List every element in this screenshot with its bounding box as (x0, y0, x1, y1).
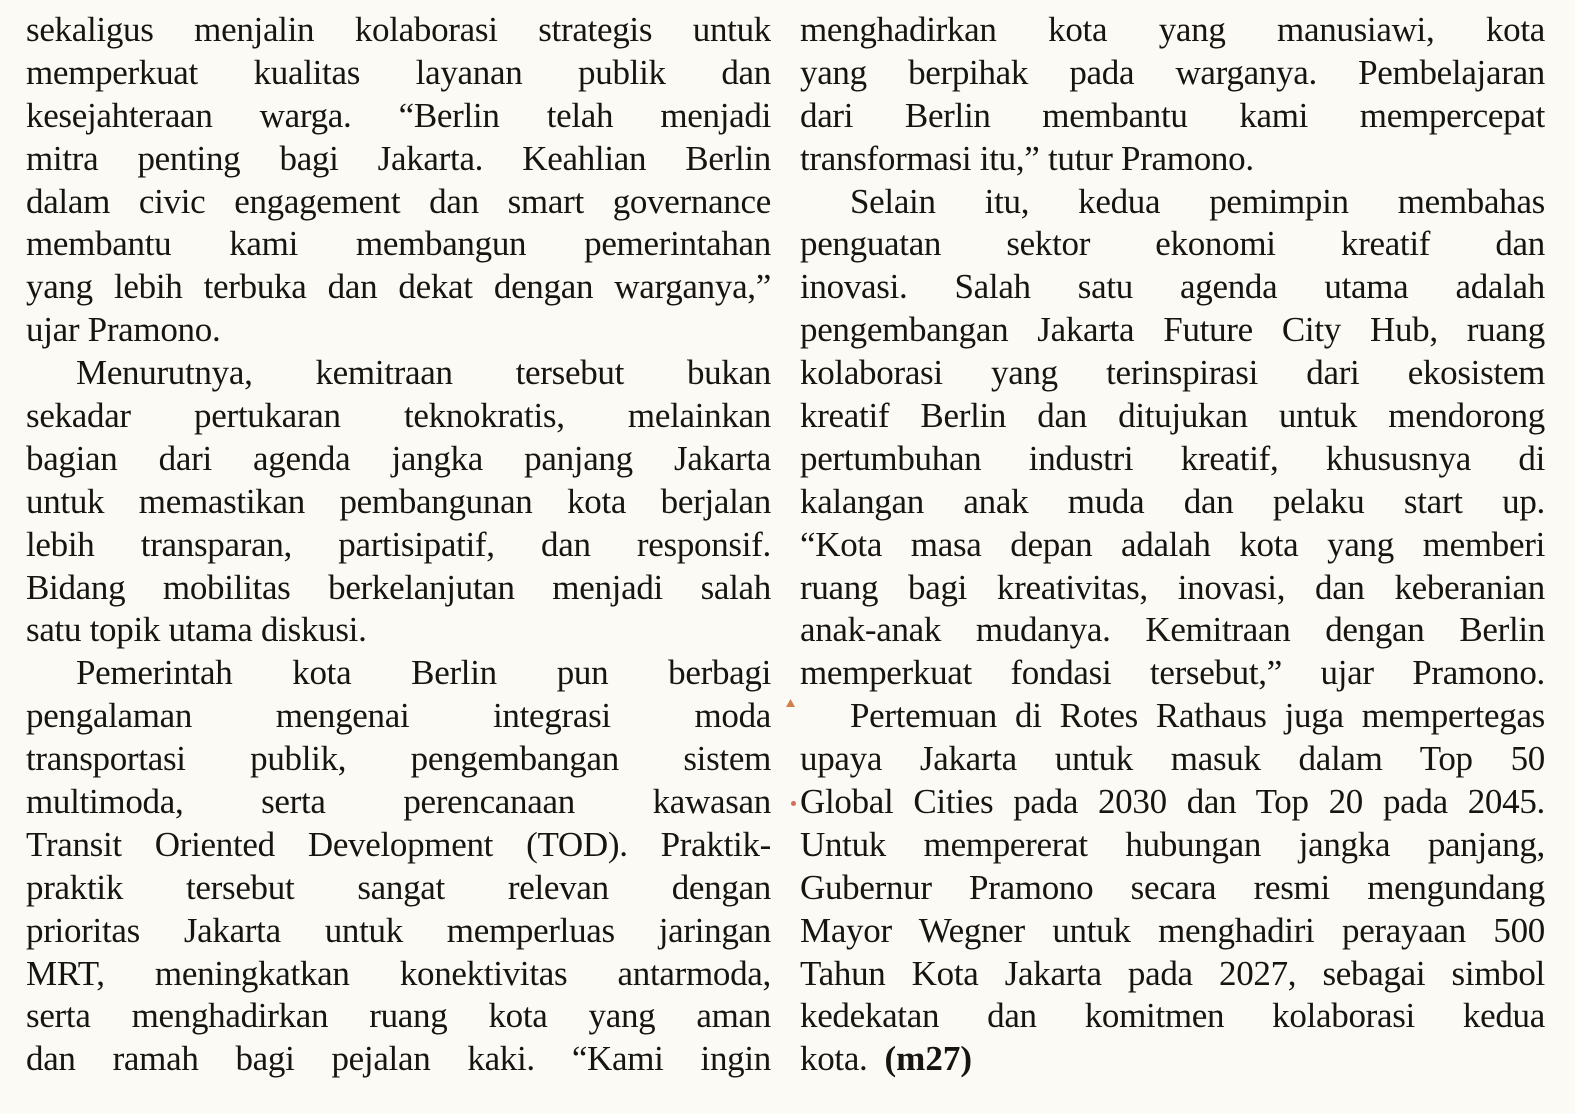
text-line (26, 223, 771, 266)
text-line-content: anak-anak mudanya. Kemitraan dengan Berlin (800, 610, 1545, 650)
text-line-content: multimoda, serta perencanaan kawasan (26, 782, 771, 822)
text-line (800, 438, 1545, 481)
text-line (26, 738, 771, 781)
text-line (26, 695, 771, 738)
scan-speck-icon (786, 699, 795, 707)
text-line-content: Transit Oriented Development (TOD). Praktik- (26, 824, 771, 864)
text-line (26, 995, 771, 1038)
text-line-content: kesejahteraan warga. “Berlin telah menjadi (26, 95, 771, 135)
text-line-content: Bidang mobilitas berkelanjutan menjadi salah (26, 567, 771, 607)
text-line (800, 138, 1545, 181)
text-line-content: sekadar pertukaran teknokratis, melainkan (26, 396, 771, 436)
text-line (26, 652, 771, 695)
text-line-content: kedekatan dan komitmen kolaborasi kedua (800, 996, 1545, 1036)
text-line-content: memperkuat kualitas layanan publik dan (26, 52, 771, 92)
text-line-content: Menurutnya, kemitraan tersebut bukan (76, 353, 771, 393)
text-line-content: praktik tersebut sangat relevan dengan (26, 867, 771, 907)
text-line-content: menghadirkan kota yang manusiawi, kota (800, 10, 1545, 49)
text-line-content: ruang bagi kreativitas, inovasi, dan keberanian (800, 567, 1545, 607)
text-line (26, 481, 771, 524)
text-line-content: prioritas Jakarta untuk memperluas jaringan (26, 910, 771, 950)
text-line-content: satu topik utama diskusi. (26, 610, 367, 650)
text-line-content: upaya Jakarta untuk masuk dalam Top 50 (800, 739, 1545, 779)
text-line-content: yang lebih terbuka dan dekat dengan warganya,” (26, 267, 771, 307)
text-line (800, 695, 1545, 738)
text-line (800, 995, 1545, 1038)
text-line (26, 138, 771, 181)
text-line (800, 910, 1545, 953)
text-line (26, 1038, 771, 1081)
text-line (800, 953, 1545, 996)
text-line-content: kalangan anak muda dan pelaku start up. (800, 481, 1545, 521)
text-line (800, 266, 1545, 309)
text-line-content: membantu kami membangun pemerintahan (26, 224, 771, 264)
article-column-right (800, 9, 1545, 1114)
text-line-content: transportasi publik, pengembangan sistem (26, 739, 771, 779)
text-line-content: sekaligus menjalin kolaborasi strategis untuk (26, 10, 771, 49)
text-line-content: kreatif Berlin dan ditujukan untuk mendorong (800, 396, 1545, 436)
text-line (26, 524, 771, 567)
text-line-content: kota. (800, 1039, 868, 1079)
text-line (26, 95, 771, 138)
text-line (800, 52, 1545, 95)
text-line-content: Gubernur Pramono secara resmi mengundang (800, 867, 1545, 907)
text-line (26, 567, 771, 610)
text-line (26, 309, 771, 352)
text-line (800, 1038, 1545, 1081)
text-line (26, 9, 771, 52)
text-line-content: untuk memastikan pembangunan kota berjalan (26, 481, 771, 521)
author-code: (m27) (884, 1039, 972, 1079)
text-line (26, 52, 771, 95)
text-line-content: Selain itu, kedua pemimpin membahas (850, 181, 1545, 221)
text-line-content: “Kota masa depan adalah kota yang memberi (800, 524, 1545, 564)
text-line-content: bagian dari agenda jangka panjang Jakarta (26, 438, 771, 478)
text-line (26, 953, 771, 996)
text-line (800, 652, 1545, 695)
text-line-content: pengalaman mengenai integrasi moda (26, 696, 771, 736)
text-line (26, 824, 771, 867)
text-line-content: dalam civic engagement dan smart governance (26, 181, 771, 221)
scan-speck-icon (791, 801, 796, 806)
text-line-content: inovasi. Salah satu agenda utama adalah (800, 267, 1545, 307)
text-line (800, 223, 1545, 266)
article-column-left (26, 9, 771, 1114)
text-line (800, 352, 1545, 395)
text-line-content: pengembangan Jakarta Future City Hub, ruang (800, 310, 1545, 350)
text-line-content: kolaborasi yang terinspirasi dari ekosistem (800, 353, 1545, 393)
text-line-content: yang berpihak pada warganya. Pembelajaran (800, 52, 1545, 92)
text-line-content: MRT, meningkatkan konektivitas antarmoda, (26, 953, 771, 993)
text-line (800, 738, 1545, 781)
text-line (800, 309, 1545, 352)
text-line (26, 181, 771, 224)
text-line (26, 609, 771, 652)
text-line (26, 352, 771, 395)
text-line (800, 781, 1545, 824)
text-line-content: Pertemuan di Rotes Rathaus juga mempertegas (850, 696, 1545, 736)
text-line-content: penguatan sektor ekonomi kreatif dan (800, 224, 1545, 264)
text-line-content: dan ramah bagi pejalan kaki. “Kami ingin (26, 1039, 771, 1079)
text-line-content: mitra penting bagi Jakarta. Keahlian Berlin (26, 138, 771, 178)
text-line-content: dari Berlin membantu kami mempercepat (800, 95, 1545, 135)
text-line (800, 181, 1545, 224)
text-line-content: Pemerintah kota Berlin pun berbagi (76, 653, 771, 693)
text-line-content: Mayor Wegner untuk menghadiri perayaan 500 (800, 910, 1545, 950)
text-line-content: pertumbuhan industri kreatif, khususnya di (800, 438, 1545, 478)
text-line (800, 609, 1545, 652)
text-line (26, 781, 771, 824)
text-line (26, 867, 771, 910)
text-line-content: transformasi itu,” tutur Pramono. (800, 138, 1254, 178)
text-line-content: ujar Pramono. (26, 310, 221, 350)
text-line-content: Tahun Kota Jakarta pada 2027, sebagai simbol (800, 953, 1545, 993)
text-line (26, 910, 771, 953)
text-line (800, 867, 1545, 910)
text-line-content: memperkuat fondasi tersebut,” ujar Pramono. (800, 653, 1545, 693)
text-line (800, 824, 1545, 867)
text-line-content: serta menghadirkan ruang kota yang aman (26, 996, 771, 1036)
text-line (26, 438, 771, 481)
text-line-content: Global Cities pada 2030 dan Top 20 pada 2045. (800, 782, 1545, 822)
text-line (800, 567, 1545, 610)
text-line (800, 481, 1545, 524)
text-line (800, 95, 1545, 138)
text-line-content: Untuk mempererat hubungan jangka panjang, (800, 824, 1545, 864)
text-line (800, 524, 1545, 567)
text-line (26, 395, 771, 438)
text-line-content: lebih transparan, partisipatif, dan responsif. (26, 524, 771, 564)
text-line (800, 395, 1545, 438)
text-line (800, 9, 1545, 52)
text-line (26, 266, 771, 309)
